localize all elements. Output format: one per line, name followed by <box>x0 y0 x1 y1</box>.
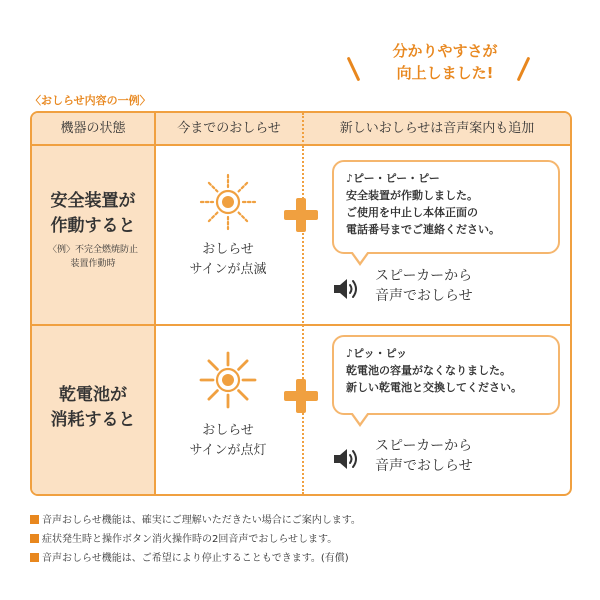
row2-bubble-tail-inner <box>352 412 368 423</box>
improvement-callout <box>360 40 530 84</box>
row2-sign-line1: おしらせ <box>202 423 254 438</box>
row1-bubble-line3: ご使用を中止し本体正面の <box>346 206 478 219</box>
row1-speech-bubble <box>332 160 560 254</box>
row1-bubble-tail-inner <box>352 251 368 262</box>
square-bullet-icon <box>30 515 39 524</box>
footnote-2 <box>30 533 337 547</box>
header-device-state: 機器の状態 <box>60 121 126 136</box>
row2-title-line1: 乾電池が <box>59 385 127 405</box>
row1-bubble-line4: 電話番号までご連絡ください。 <box>346 223 500 236</box>
column-divider <box>154 113 156 494</box>
footnote-1-text: 音声おしらせ機能は、確実にご理解いただきたい場合にご案内します。 <box>42 515 361 526</box>
row-divider <box>32 324 570 326</box>
row2-bubble-line3: 新しい乾電池と交換してください。 <box>346 381 522 394</box>
callout-line1: 分かりやすさが <box>392 42 498 60</box>
speaker-icon <box>332 446 360 472</box>
header-previous-notice: 今までのおしらせ <box>177 121 281 136</box>
row1-bubble-line1: ♪ピー・ピー・ピー <box>346 172 440 185</box>
row1-note-line2: 装置作動時 <box>70 259 116 269</box>
callout-line2: 向上しました! <box>396 64 494 82</box>
square-bullet-icon <box>30 553 39 562</box>
header-dotted-divider <box>302 113 304 146</box>
row1-sign-line2: サインが点滅 <box>189 262 267 277</box>
row2-speaker-line1: スピーカーから <box>375 438 473 454</box>
footnote-2-text: 症状発生時と操作ボタン消火操作時の2回音声でおしらせします。 <box>42 534 338 545</box>
row1-speaker-line1: スピーカーから <box>375 268 473 284</box>
row2-sign-line2: サインが点灯 <box>189 443 267 458</box>
row1-speaker-line2: 音声でおしらせ <box>375 288 473 304</box>
row1-bubble-line2: 安全装置が作動しました。 <box>346 189 478 202</box>
row1-sign-line1: おしらせ <box>202 242 254 257</box>
blinking-sun-icon <box>199 173 257 231</box>
speaker-icon <box>332 276 360 302</box>
row2-bubble-line1: ♪ピッ・ピッ <box>346 347 408 360</box>
table-header-row <box>32 113 570 146</box>
plus-icon <box>284 198 318 232</box>
row1-title-line2: 作動すると <box>50 216 136 236</box>
row2-bubble-line2: 乾電池の容量がなくなりました。 <box>346 364 511 377</box>
plus-icon <box>284 379 318 413</box>
row1-title-line1: 安全装置が <box>50 191 136 211</box>
notification-table <box>30 111 572 496</box>
footnote-3 <box>30 552 349 566</box>
row2-title-line2: 消耗すると <box>50 410 136 430</box>
row1-note-line1: 〈例〉不完全燃焼防止 <box>47 245 138 255</box>
footnote-1 <box>30 514 361 528</box>
row2-speaker-line2: 音声でおしらせ <box>375 458 473 474</box>
callout-slash-left <box>347 57 361 82</box>
table-caption: 〈おしらせ内容の一例〉 <box>30 94 151 107</box>
lit-sun-icon <box>199 351 257 409</box>
square-bullet-icon <box>30 534 39 543</box>
footnote-3-text: 音声おしらせ機能は、ご希望により停止することもできます。(有償) <box>42 553 349 564</box>
row2-speech-bubble <box>332 335 560 415</box>
header-new-notice: 新しいおしらせは音声案内も追加 <box>339 121 535 136</box>
